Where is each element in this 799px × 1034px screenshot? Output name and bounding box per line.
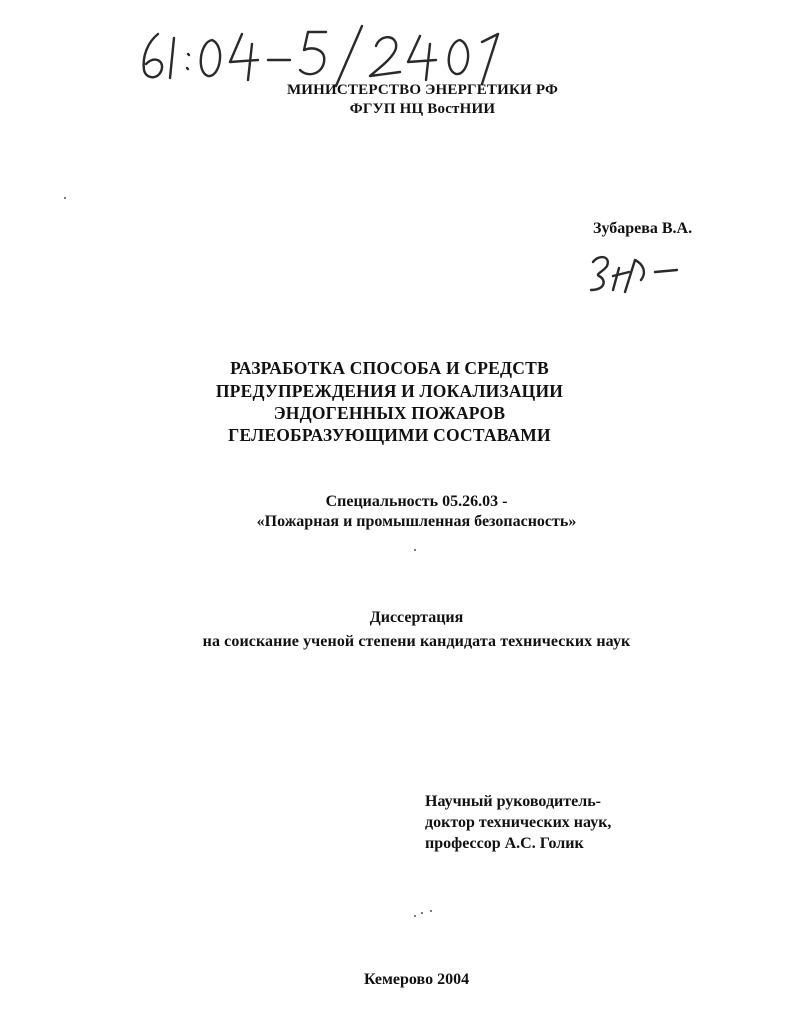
title-line: ЭНДОГЕННЫХ ПОЖАРОВ <box>273 403 506 423</box>
degree-statement: на соискание ученой степени кандидата технических наук <box>202 633 631 650</box>
specialty-code: Специальность 05.26.03 - <box>325 493 508 510</box>
scan-speck <box>414 915 416 917</box>
handwritten-signature <box>585 250 685 295</box>
scan-speck <box>430 910 432 912</box>
title-line: РАЗРАБОТКА СПОСОБА И СРЕДСТВ <box>230 358 549 378</box>
ministry-name: МИНИСТЕРСТВО ЭНЕРГЕТИКИ РФ <box>286 82 559 98</box>
document-type: Диссертация <box>369 609 464 626</box>
supervisor-degree: доктор технических наук, <box>425 814 612 831</box>
author-name: Зубарева В.А. <box>593 220 693 237</box>
title-line: ГЕЛЕОБРАЗУЮЩИМИ СОСТАВАМИ <box>228 425 551 445</box>
supervisor-name: профессор А.С. Голик <box>425 835 584 852</box>
supervisor-role: Научный руководитель- <box>425 793 601 810</box>
specialty-name: «Пожарная и промышленная безопасность» <box>256 513 577 530</box>
scan-speck <box>421 912 423 914</box>
scan-speck <box>414 549 416 551</box>
city-and-year: Кемерово 2004 <box>363 971 470 988</box>
institute-name: ФГУП НЦ ВостНИИ <box>349 101 496 117</box>
scan-speck <box>64 197 66 199</box>
handwritten-archive-number <box>130 20 530 90</box>
title-line: ПРЕДУПРЕЖДЕНИЯ И ЛОКАЛИЗАЦИИ <box>215 381 564 401</box>
